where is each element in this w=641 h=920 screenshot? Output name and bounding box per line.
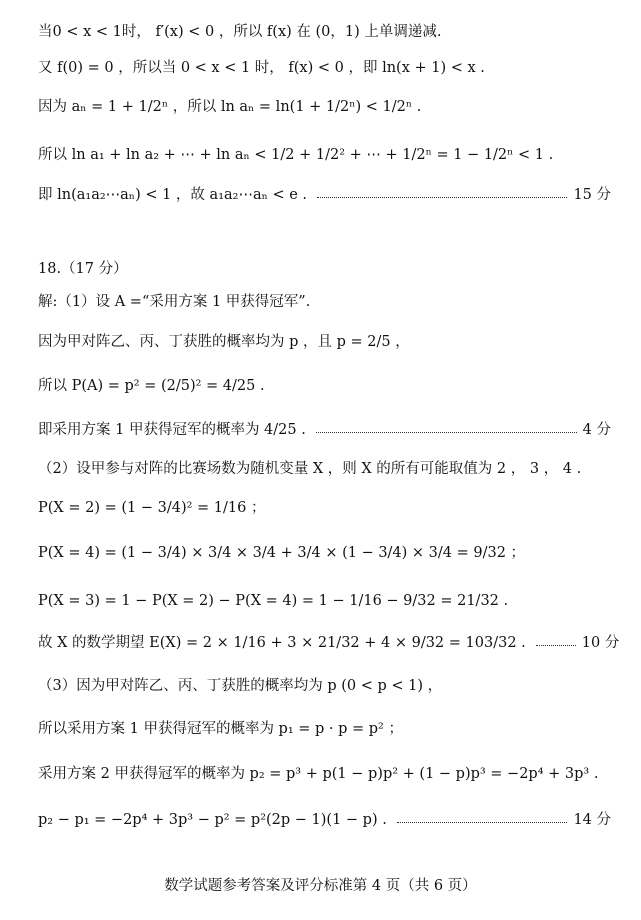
line-text: P(X = 4) = (1 − 3/4) × 3/4 × 3/4 + 3/4 × (1 − 3/4) × 3/4 = 9/32 ； — [38, 545, 526, 561]
line-text: 因为 aₙ = 1 + 1/2ⁿ ，所以 ln aₙ = ln(1 + 1/2ⁿ) < 1/2ⁿ . — [38, 99, 422, 115]
line-p1 — [38, 719, 611, 739]
line-expectation — [38, 633, 620, 653]
score-leader — [397, 822, 568, 823]
line-text: P(X = 2) = (1 − 3/4)² = 1/16 ； — [38, 500, 266, 516]
line-derivative-sign — [38, 22, 611, 42]
line-difference — [38, 810, 611, 830]
score-leader — [317, 197, 567, 198]
line-px2 — [38, 498, 611, 518]
line-log-sum — [38, 145, 611, 165]
line-text: 解:（1）设 A =“采用方案 1 甲获得冠军”. — [38, 294, 311, 310]
score-leader — [316, 432, 577, 433]
score-leader — [536, 645, 576, 646]
line-p2 — [38, 764, 611, 784]
line-text: 即 ln(a₁a₂⋯aₙ) < 1 ，故 a₁a₂⋯aₙ < e . — [38, 187, 308, 203]
line-px3 — [38, 591, 611, 611]
line-text: p₂ − p₁ = −2p⁴ + 3p³ − p² = p²(2p − 1)(1 − p) . — [38, 812, 387, 828]
problem-18-heading — [38, 259, 611, 279]
line-p-value — [38, 332, 611, 352]
line-plan1-result — [38, 420, 611, 440]
line-log-inequality — [38, 58, 611, 78]
score-label: 10 分 — [581, 635, 620, 651]
score-label: 15 分 — [573, 187, 611, 203]
line-conclusion-15 — [38, 185, 611, 205]
line-text: 所以 ln a₁ + ln a₂ + ⋯ + ln aₙ < 1/2 + 1/2² + ⋯ + 1/2ⁿ = 1 − 1/2ⁿ < 1 . — [38, 147, 554, 163]
line-text: 即采用方案 1 甲获得冠军的概率为 4/25 . — [38, 422, 306, 438]
line-text: P(X = 3) = 1 − P(X = 2) − P(X = 4) = 1 − 1/16 − 9/32 = 21/32 . — [38, 593, 509, 609]
line-event-a — [38, 292, 611, 312]
line-an-definition — [38, 97, 611, 117]
score-label: 14 分 — [573, 812, 611, 828]
score-label: 4 分 — [582, 422, 611, 438]
line-text: （3）因为甲对阵乙、丙、丁获胜的概率均为 p (0 < p < 1) ， — [38, 678, 443, 694]
page-footer: 数学试题参考答案及评分标准第 4 页（共 6 页） — [164, 878, 477, 894]
line-text: （2）设甲参与对阵的比赛场数为随机变量 X ，则 X 的所有可能取值为 2 ， 3 ， 4 . — [38, 461, 582, 477]
line-text: 所以 P(A) = p² = (2/5)² = 4/25 . — [38, 378, 265, 394]
line-text: 当0 < x < 1时， f′(x) < 0 ，所以 f(x) 在 (0，1) 上单调递减. — [38, 24, 442, 40]
line-text: 18.（17 分） — [38, 261, 128, 277]
line-text: 采用方案 2 甲获得冠军的概率为 p₂ = p³ + p(1 − p)p² + (1 − p)p³ = −2p⁴ + 3p³ . — [38, 766, 599, 782]
line-text: 故 X 的数学期望 E(X) = 2 × 1/16 + 3 × 21/32 + 4 × 9/32 = 103/32 . — [38, 635, 526, 651]
line-text: 所以采用方案 1 甲获得冠军的概率为 p₁ = p · p = p² ； — [38, 721, 403, 737]
line-random-variable — [38, 459, 611, 479]
line-text: 因为甲对阵乙、丙、丁获胜的概率均为 p ，且 p = 2/5 ， — [38, 334, 410, 350]
line-text: 又 f(0) = 0 ，所以当 0 < x < 1 时， f(x) < 0 ，即 ln(x + 1) < x . — [38, 60, 485, 76]
line-px4 — [38, 543, 611, 563]
line-pa — [38, 376, 611, 396]
line-part3-intro — [38, 676, 611, 696]
